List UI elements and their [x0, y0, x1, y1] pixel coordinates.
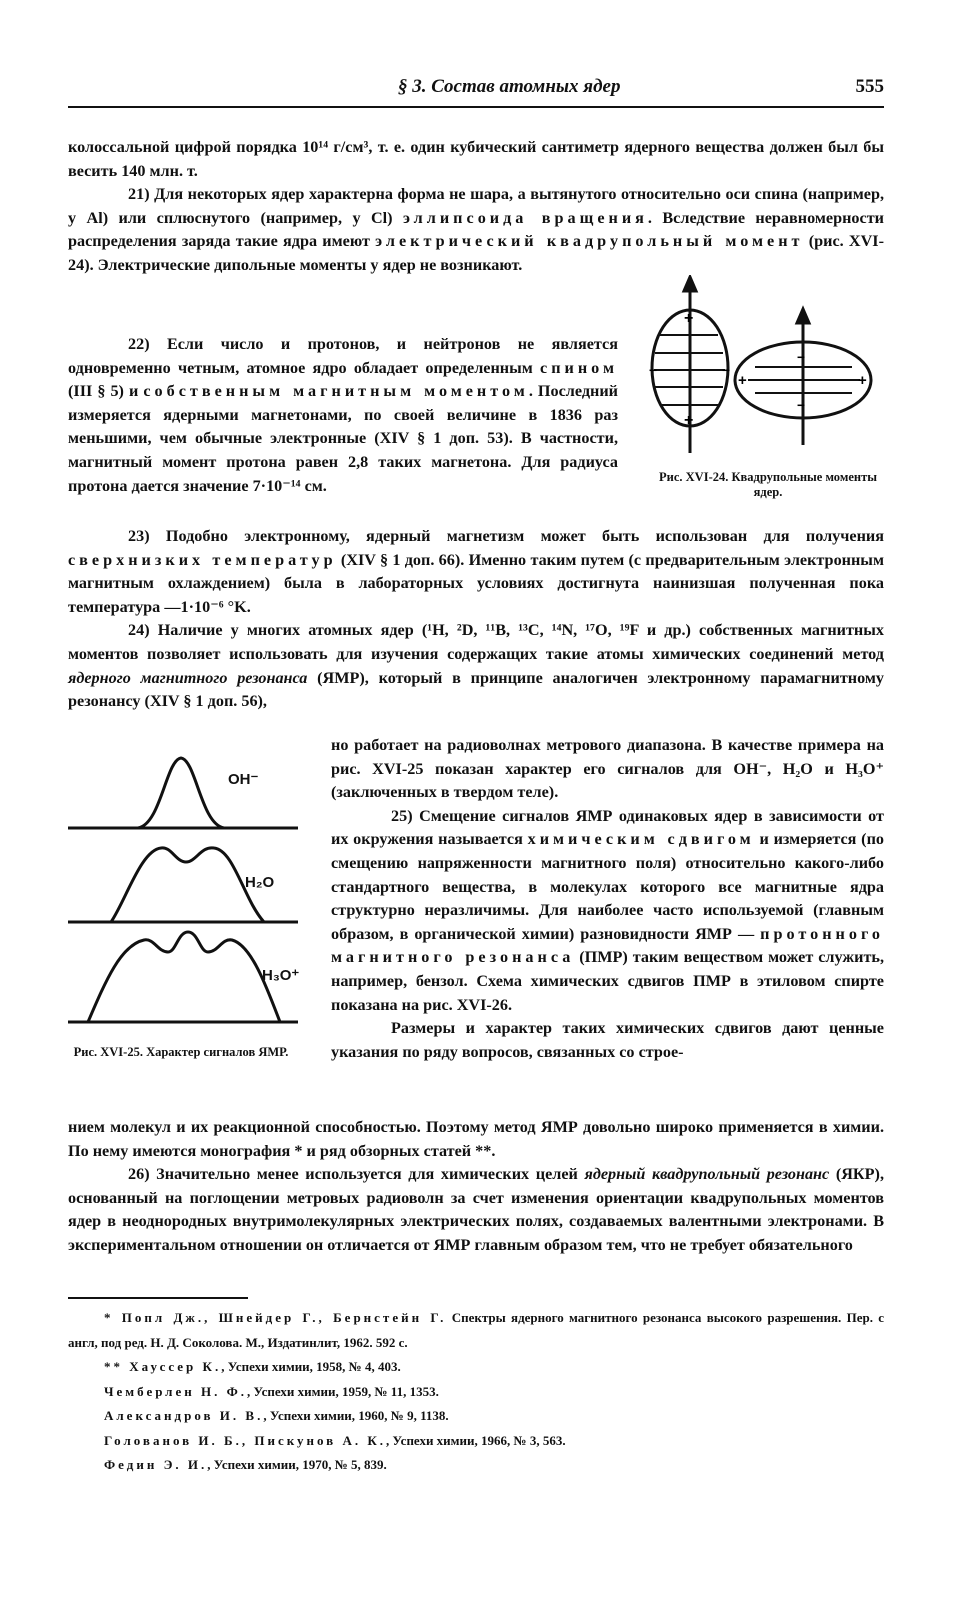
- paragraph-26: 26) Значительно менее используется для химических целей ядерный квадрупольный резонанс (ЯКР), основанный на поглощении метровых радиоволн за счет изменения ориентации квадрупольных моментов ядер в неоднородных внутримолекулярных электрических полях, создаваемых валентными электронами. В экспериментальном отношении он отличается от ЯМР главным образом тем, что не требует обязательного: [68, 1165, 884, 1254]
- footnote-2: ** Хауссер К., Успехи химии, 1958, № 4, 403.: [104, 1359, 401, 1374]
- label-h3o: H₃O⁺: [262, 967, 300, 984]
- footnote-5: Голованов И. Б., Пискунов А. К., Успехи химии, 1966, № 3, 563.: [104, 1432, 566, 1448]
- text-block-bottom: [68, 1116, 884, 1258]
- svg-text:−: −: [649, 362, 658, 378]
- h2o-signal-curve: [111, 848, 264, 922]
- text-block-22: [68, 333, 618, 498]
- header-title: § 3. Состав атомных ядер: [398, 76, 621, 97]
- figure-quadrupole-moments: [630, 275, 890, 465]
- footnote-3: Чемберлен Н. Ф., Успехи химии, 1959, № 11, 1353.: [104, 1383, 439, 1399]
- footnote-1: * Попл Дж., Шнейдер Г., Бернстейн Г. Спектры ядерного магнитного резонанса высокого разрешения. Пер. с англ, под ред. Н. Д. Соколова. М., Издатинлит, 1962. 592 с.: [68, 1310, 884, 1350]
- svg-text:+: +: [684, 310, 694, 327]
- svg-text:+: +: [858, 372, 867, 389]
- svg-text:+: +: [738, 372, 747, 389]
- page-number: 555: [855, 76, 884, 97]
- oblate-ellipsoid: [735, 309, 871, 445]
- paragraph-23: 23) Подобно электронному, ядерный магнетизм может быть использован для получения сверхнизких температур (XIV § 1 доп. 66). Именно таким путем (с предварительным электронным магнитным охлаждением) была в лабораторных условиях достигнута наинизшая полученная пока температура —1·10⁻⁶ °K.: [68, 527, 884, 616]
- label-oh: OH⁻: [228, 771, 259, 788]
- paragraph-21: 21) Для некоторых ядер характерна форма не шара, а вытянутого относительно оси спина (например, у Al) или сплюснутого (например, у Cl) эллипсоида вращения. Вследствие неравномерности распределения заряда такие ядра имеют электрический квадрупольный момент (рис. XVI-24). Электрические дипольные моменты у ядер не возникают.: [68, 185, 884, 274]
- text-block-23-24: [68, 525, 884, 714]
- paragraph-25b-start: Размеры и характер таких химических сдвигов дают ценные указания по ряду вопросов, связанных со строе-: [331, 1019, 884, 1061]
- footnote-6: Федин Э. И., Успехи химии, 1970, № 5, 839.: [104, 1457, 387, 1472]
- svg-text:−: −: [797, 349, 806, 365]
- svg-text:−: −: [722, 362, 731, 378]
- paragraph-25: 25) Смещение сигналов ЯМР одинаковых ядер в зависимости от их окружения называется химическим сдвигом и измеряется (по смещению напряженности магнитного поля) относительно какого-либо стандартного вещества, в молекулах которого все магнитные ядра структурно неразличимы. Для наиболее часто используемой (главным образом, в органической химии) разновидности ЯМР — протонного магнитного резонанса (ПМР) таким веществом может служить, например, бензол. Схема химических сдвигов ПМР в этиловом спирте показана на рис. XVI-26.: [331, 806, 884, 1014]
- figure-25-caption: Рис. XVI-25. Характер сигналов ЯМР.: [73, 1045, 289, 1059]
- footnotes: [68, 1306, 884, 1478]
- svg-text:+: +: [684, 412, 694, 429]
- paragraph-continuation: колоссальной цифрой порядка 10¹⁴ г/см³, т. е. один кубический сантиметр ядерного вещества должен был бы весить 140 млн. т.: [68, 138, 884, 180]
- h3o-signal-curve: [88, 932, 280, 1022]
- paragraph-25b-end: нием молекул и их реакционной способностью. Поэтому метод ЯМР довольно широко применяется в химии. По нему имеются монография * и ряд обзорных статей **.: [68, 1118, 884, 1160]
- label-h2o: H₂O: [245, 874, 275, 891]
- footnote-rule: [68, 1297, 248, 1299]
- paragraph-22: 22) Если число и протонов, и нейтронов не является одновременно четным, атомное ядро обладает определенным спином (III § 5) и собственным магнитным моментом. Последний измеряется ядерными магнетонами, по своей величине в 1836 раз меньшими, чем обычные электронные (XIV § 1 доп. 53). В частности, магнитный момент протона равен 2,8 таких магнетона. Для радиуса протона дается значение 7·10⁻¹⁴ см.: [68, 335, 618, 495]
- running-header: [68, 74, 884, 100]
- figure-24-caption: Рис. XVI-24. Квадрупольные моменты ядер.: [659, 470, 877, 499]
- figure-nmr-signals: [66, 750, 306, 1035]
- text-block-top: [68, 136, 884, 278]
- header-rule: [68, 106, 884, 108]
- svg-text:−: −: [797, 397, 806, 413]
- footnote-4: Александров И. В., Успехи химии, 1960, № 9, 1138.: [104, 1408, 449, 1423]
- text-block-right-column: [331, 734, 884, 1064]
- paragraph-24: 24) Наличие у многих атомных ядер (¹H, ²D, ¹¹B, ¹³C, ¹⁴N, ¹⁷O, ¹⁹F и др.) собственных магнитных моментов позволяет использовать для изучения содержащих такие атомы химических соединений метод ядерного магнитного резонанса (ЯМР), который в принципе аналогичен электронному парамагнитному резонансу (XIV § 1 доп. 56),: [68, 621, 884, 711]
- paragraph-24-continued: но работает на радиоволнах метрового диапазона. В качестве примера на рис. XVI-25 показан характер его сигналов для OH⁻, H₂O и H₃O⁺ (заключенных в твердом теле).: [331, 736, 884, 802]
- oh-signal-curve: [138, 758, 224, 828]
